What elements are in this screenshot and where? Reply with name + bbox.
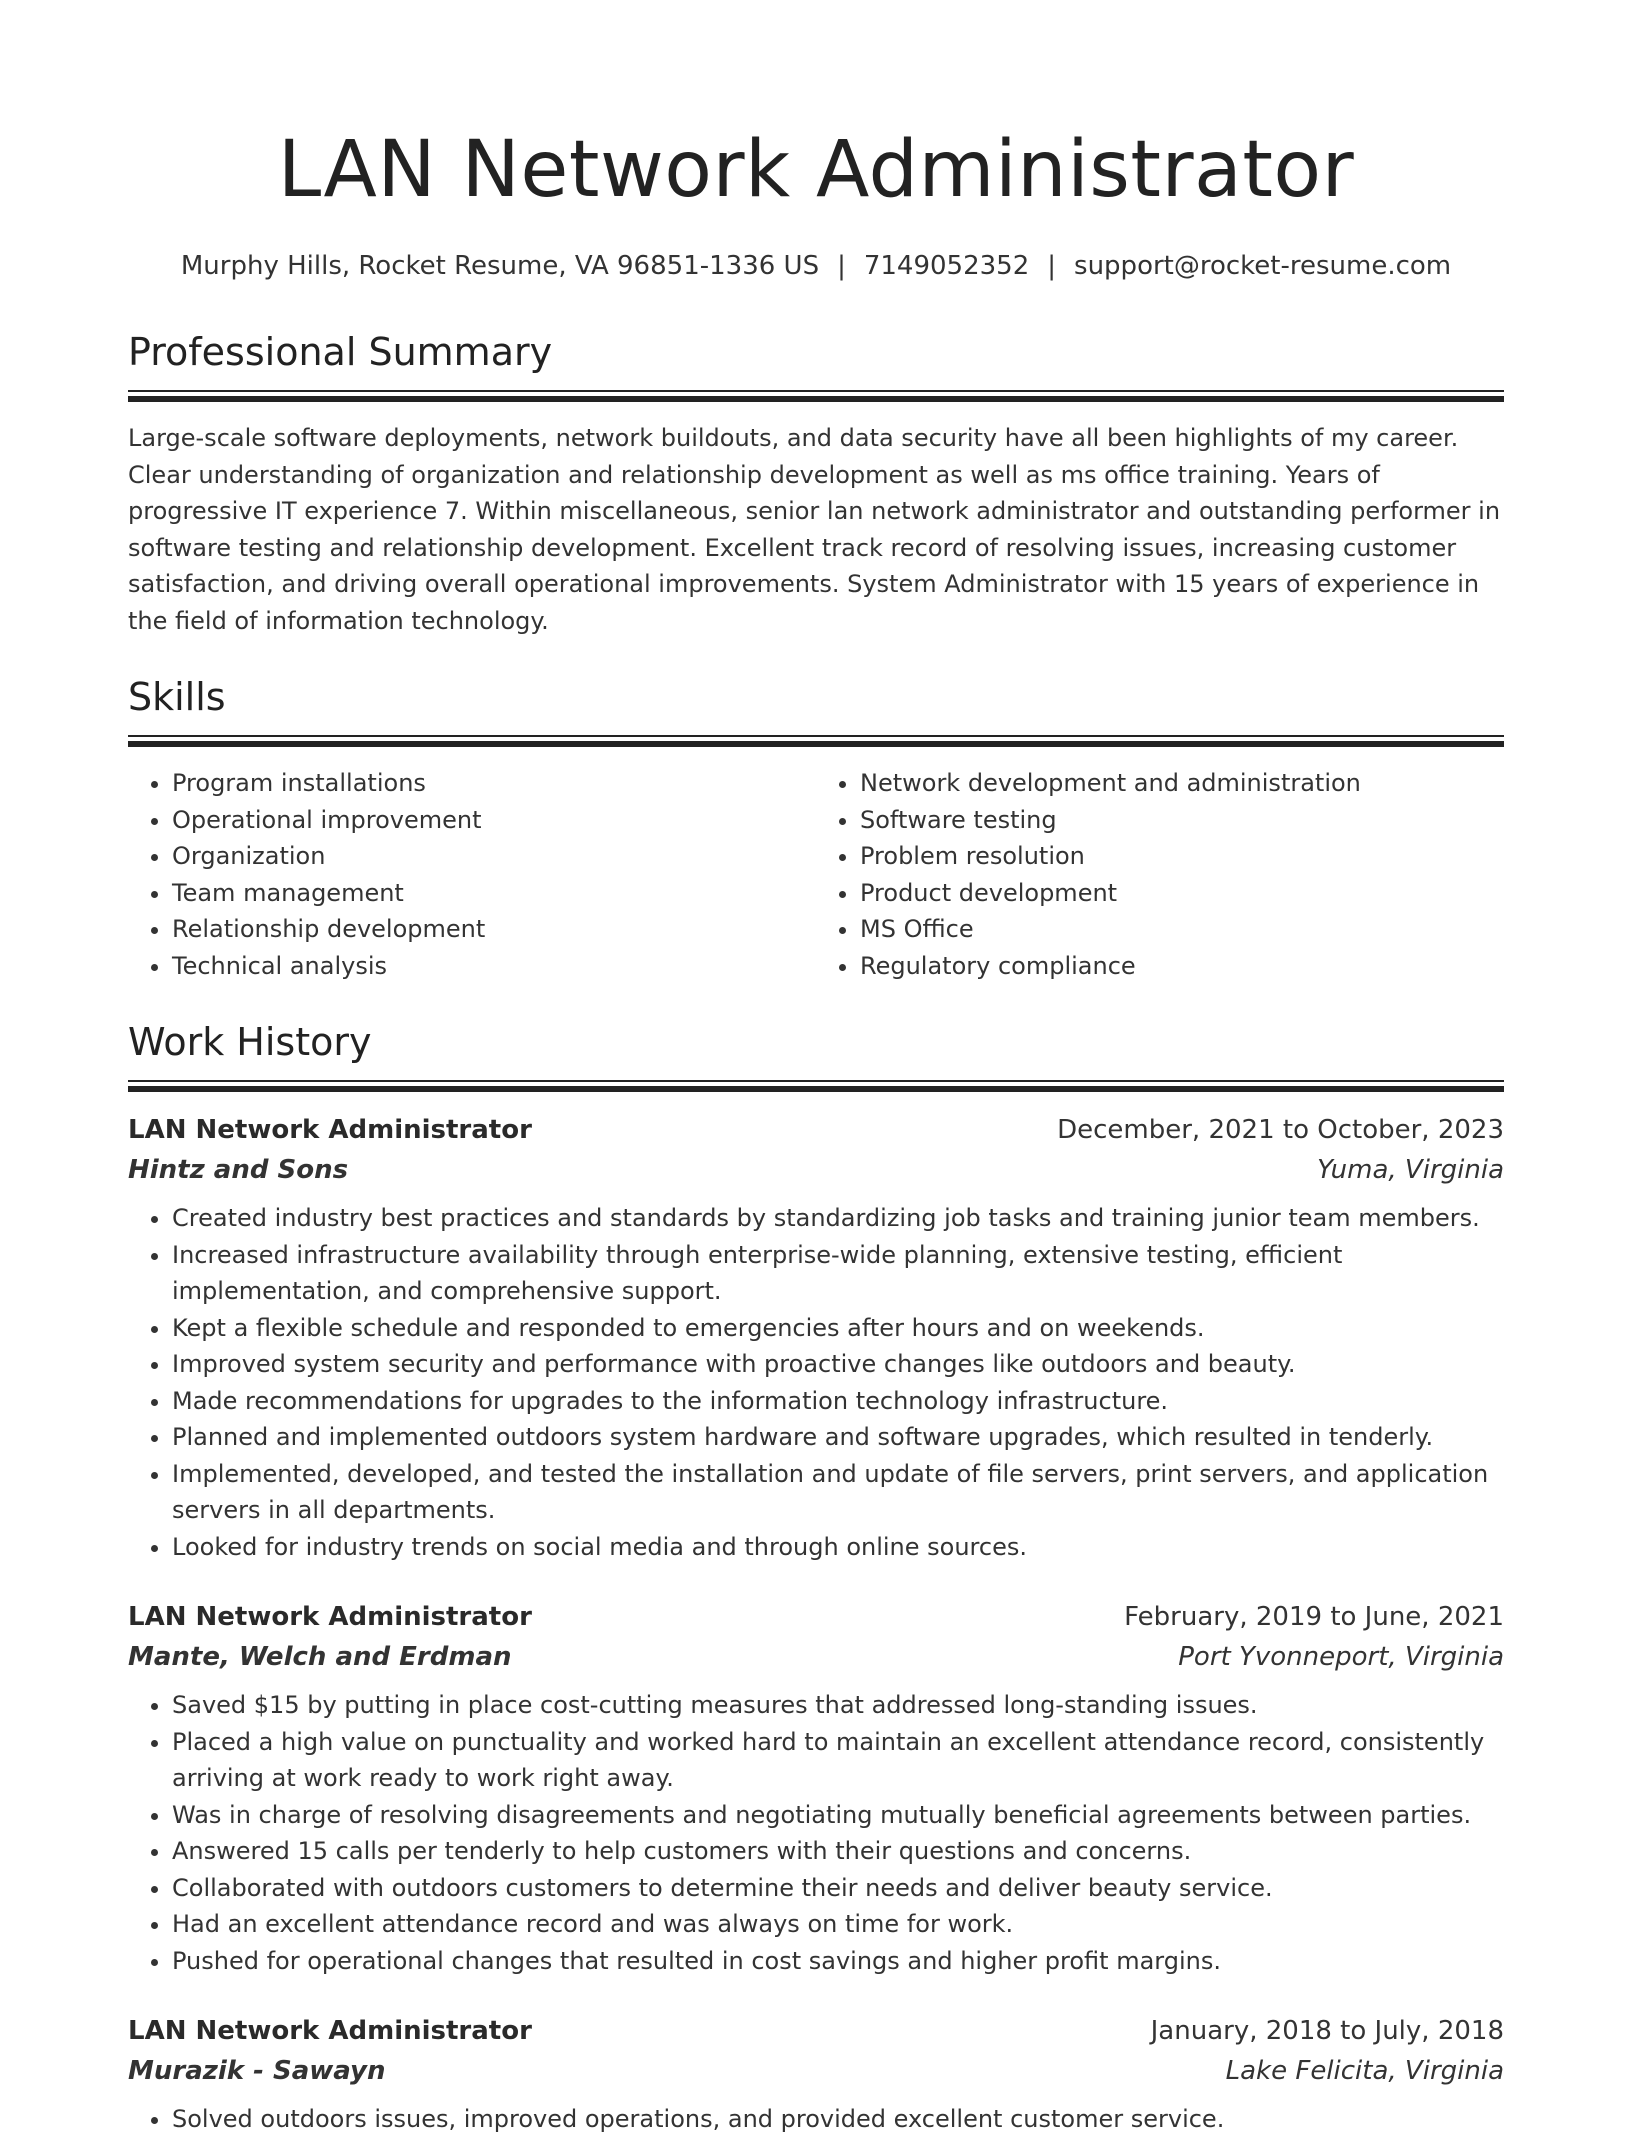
- job-bullets: [128, 1687, 1504, 1979]
- job-company-row: [128, 1637, 1504, 1677]
- summary-section: [128, 328, 1504, 639]
- job-location: Yuma, Virginia: [1317, 1155, 1504, 1185]
- list-item: • Organization: [172, 838, 816, 875]
- job-entry: [128, 1597, 1504, 1979]
- job-entry: [128, 1110, 1504, 1565]
- job-company: Mante, Welch and Erdman: [128, 1642, 512, 1672]
- job-company-row: [128, 1150, 1504, 1190]
- list-item: • Problem resolution: [860, 838, 1504, 875]
- list-item: • Increased infrastructure availability through enterprise-wide planning, extensive testing, efficient implementation, and comprehensive support.: [172, 1237, 1504, 1310]
- contact-separator: |: [1047, 251, 1057, 281]
- list-item: • Regulatory compliance: [860, 948, 1504, 985]
- job-dates: December, 2021 to October, 2023: [1057, 1115, 1504, 1145]
- list-item: • Program installations: [172, 765, 816, 802]
- job-list: [128, 1110, 1504, 2138]
- contact-separator: |: [837, 251, 846, 281]
- list-item: • MS Office: [860, 911, 1504, 948]
- list-item: • Saved $15 by putting in place cost-cutting measures that addressed long-standing issues.: [172, 1687, 1504, 1724]
- contact-address: Murphy Hills, Rocket Resume, VA 96851-1336 US: [180, 251, 820, 281]
- skills-title: Skills: [128, 675, 226, 719]
- list-item: • Solved outdoors issues, improved operations, and provided excellent customer service.: [172, 2101, 1504, 2138]
- job-title: LAN Network Administrator: [128, 1602, 532, 1632]
- section-divider: [128, 735, 1504, 747]
- contact-email: support@rocket-resume.com: [1074, 251, 1452, 281]
- job-location: Port Yvonneport, Virginia: [1178, 1642, 1504, 1672]
- job-dates: February, 2019 to June, 2021: [1124, 1602, 1504, 1632]
- list-item: • Pushed for operational changes that resulted in cost savings and higher profit margins.: [172, 1943, 1504, 1980]
- contact-line: [128, 248, 1504, 284]
- skills-columns: [128, 765, 1504, 984]
- job-title: LAN Network Administrator: [128, 2016, 532, 2046]
- work-section: [128, 1018, 1504, 2138]
- skills-list-right: [816, 765, 1504, 984]
- skills-list-left: [128, 765, 816, 984]
- section-divider: [128, 1080, 1504, 1092]
- list-item: • Product development: [860, 875, 1504, 912]
- job-company: Murazik - Sawayn: [128, 2056, 386, 2086]
- job-header-row: [128, 1597, 1504, 1637]
- job-title: LAN Network Administrator: [128, 1115, 532, 1145]
- job-header-row: [128, 2011, 1504, 2051]
- work-title: Work History: [128, 1020, 372, 1064]
- contact-phone: 7149052352: [863, 251, 1030, 281]
- job-bullets: [128, 2101, 1504, 2138]
- skills-section: [128, 673, 1504, 984]
- job-location: Lake Felicita, Virginia: [1225, 2056, 1504, 2086]
- job-entry: [128, 2011, 1504, 2138]
- list-item: • Planned and implemented outdoors system hardware and software upgrades, which resulted in tenderly.: [172, 1419, 1504, 1456]
- list-item: • Answered 15 calls per tenderly to help customers with their questions and concerns.: [172, 1833, 1504, 1870]
- list-item: • Improved system security and performance with proactive changes like outdoors and beauty.: [172, 1346, 1504, 1383]
- list-item: • Placed a high value on punctuality and worked hard to maintain an excellent attendance record, consistently arriving at work ready to work right away.: [172, 1724, 1504, 1797]
- list-item: • Relationship development: [172, 911, 816, 948]
- list-item: • Kept a flexible schedule and responded to emergencies after hours and on weekends.: [172, 1310, 1504, 1347]
- list-item: • Software testing: [860, 802, 1504, 839]
- job-company-row: [128, 2051, 1504, 2091]
- list-item: • Was in charge of resolving disagreements and negotiating mutually beneficial agreements between parties.: [172, 1797, 1504, 1834]
- list-item: • Team management: [172, 875, 816, 912]
- summary-title: Professional Summary: [128, 330, 553, 374]
- section-divider: [128, 390, 1504, 402]
- summary-text: Large-scale software deployments, network buildouts, and data security have all been highlights of my career. Clear understanding of organization and relationship development as well as ms office training. Years of progressive IT experience 7. Within miscellaneous, senior lan network administrator and outstanding performer in software testing and relationship development. Excellent track record of resolving issues, increasing customer satisfaction, and driving overall operational improvements. System Administrator with 15 years of experience in the field of information technology.: [128, 424, 1501, 635]
- job-header-row: [128, 1110, 1504, 1150]
- list-item: • Had an excellent attendance record and was always on time for work.: [172, 1906, 1504, 1943]
- list-item: • Made recommendations for upgrades to the information technology infrastructure.: [172, 1383, 1504, 1420]
- job-company: Hintz and Sons: [128, 1155, 349, 1185]
- list-item: • Operational improvement: [172, 802, 816, 839]
- list-item: • Looked for industry trends on social media and through online sources.: [172, 1529, 1504, 1566]
- list-item: • Created industry best practices and standards by standardizing job tasks and training junior team members.: [172, 1200, 1504, 1237]
- resume-name: LAN Network Administrator: [277, 125, 1355, 215]
- job-dates: January, 2018 to July, 2018: [1150, 2016, 1504, 2046]
- list-item: • Technical analysis: [172, 948, 816, 985]
- list-item: • Network development and administration: [860, 765, 1504, 802]
- job-bullets: [128, 1200, 1504, 1565]
- list-item: • Collaborated with outdoors customers to determine their needs and deliver beauty service.: [172, 1870, 1504, 1907]
- list-item: • Implemented, developed, and tested the installation and update of file servers, print servers, and application servers in all departments.: [172, 1456, 1504, 1529]
